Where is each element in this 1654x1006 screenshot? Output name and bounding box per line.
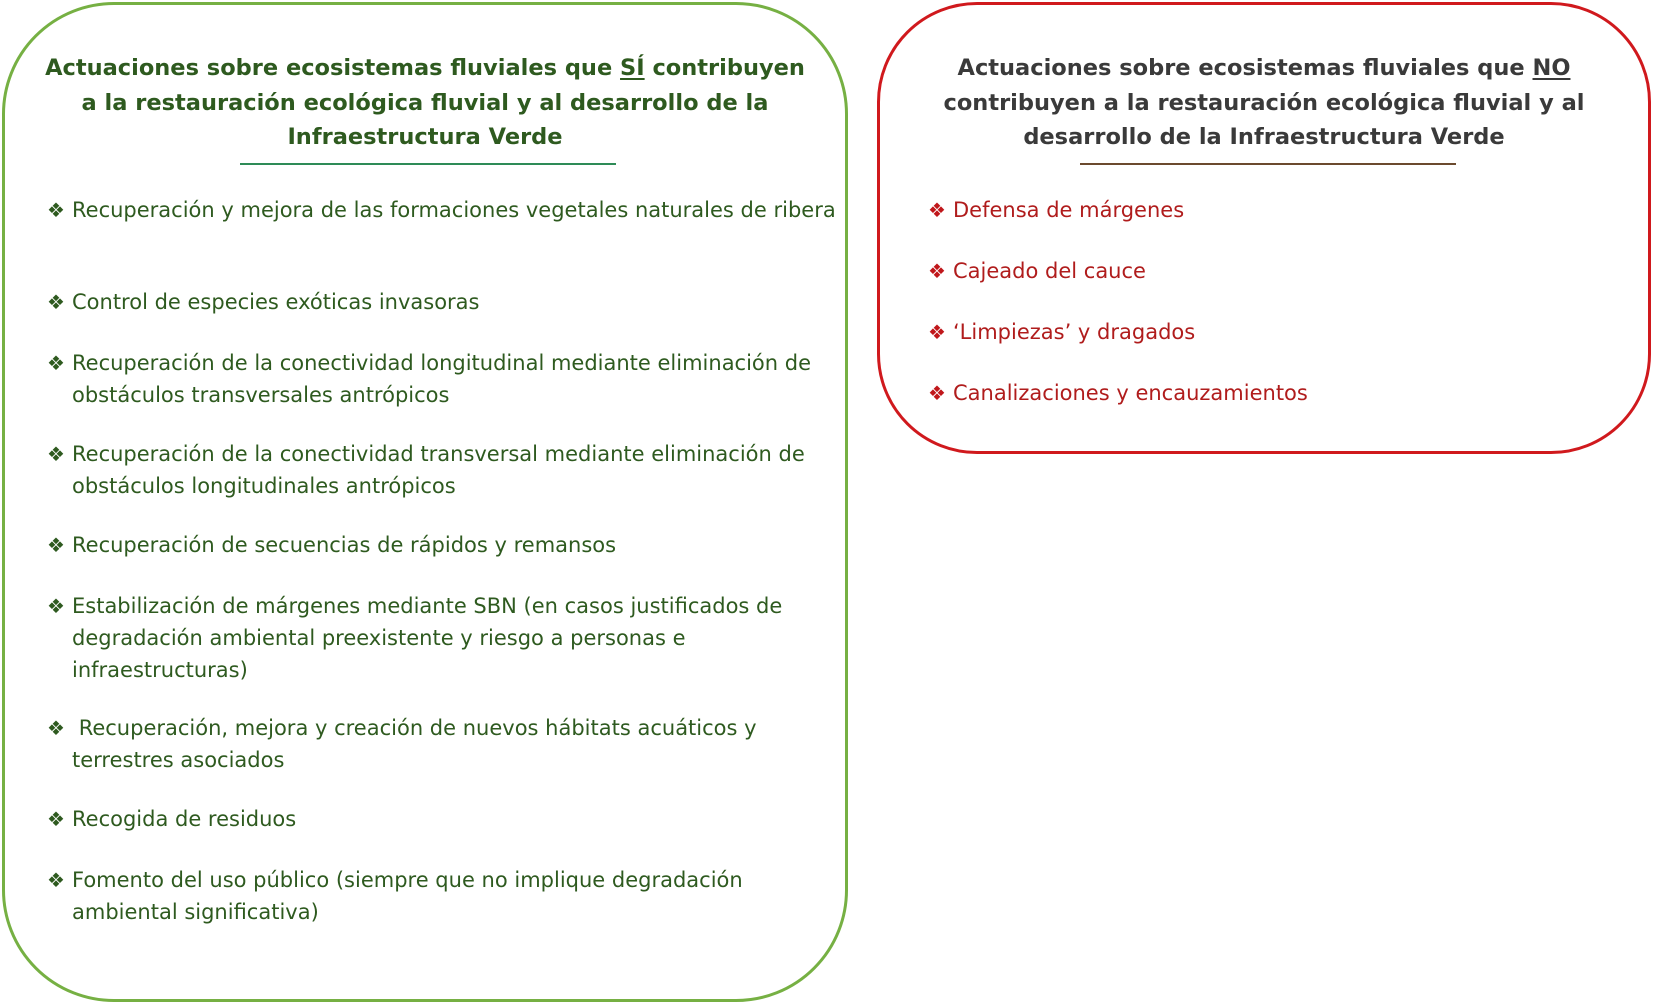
list-item-text: Recuperación de la conectividad transversal mediante eliminación de obstáculos longitudinales antrópicos (72, 442, 812, 498)
non-contributing-actions-title (886, 51, 1642, 155)
title-divider (1080, 163, 1456, 165)
diamond-bullet-icon: ❖ (47, 868, 65, 892)
non-contributing-actions-panel (877, 2, 1651, 454)
diamond-bullet-icon: ❖ (47, 290, 65, 314)
diamond-bullet-icon: ❖ (47, 442, 65, 466)
title-prefix: Actuaciones sobre ecosistemas fluviales que (45, 55, 621, 81)
title-suffix: contribuyen a la restauración ecológica fluvial y al desarrollo de la Infraestructura Verde (943, 89, 1585, 150)
list-item (47, 347, 837, 411)
list-item-text: Recuperación y mejora de las formaciones vegetales naturales de ribera (72, 198, 836, 222)
list-item (47, 286, 837, 318)
list-item-text: Fomento del uso público (siempre que no implique degradación ambiental significativa) (72, 868, 750, 924)
diamond-bullet-icon: ❖ (928, 320, 946, 344)
list-item-text: Cajeado del cauce (953, 259, 1146, 283)
title-emphasis: SÍ (620, 55, 645, 81)
title-divider (240, 163, 616, 165)
list-item-text: Control de especies exóticas invasoras (72, 290, 480, 314)
list-item-text: Recuperación de la conectividad longitudinal mediante eliminación de obstáculos transversales antrópicos (72, 351, 818, 407)
list-item-text: Estabilización de márgenes mediante SBN (en casos justificados de degradación ambiental preexistente y riesgo a personas e infraestructuras) (72, 594, 789, 682)
diamond-bullet-icon: ❖ (47, 198, 65, 222)
diamond-bullet-icon: ❖ (47, 594, 65, 618)
list-item-text: Defensa de márgenes (953, 198, 1185, 222)
diamond-bullet-icon: ❖ (47, 351, 65, 375)
list-item-text: Recuperación, mejora y creación de nuevos hábitats acuáticos y terrestres asociados (72, 716, 764, 772)
list-item (47, 590, 837, 686)
list-item (928, 377, 1628, 409)
diamond-bullet-icon: ❖ (928, 381, 946, 405)
list-item (928, 194, 1628, 226)
list-item (47, 529, 837, 561)
list-item-text: Recogida de residuos (72, 807, 297, 831)
list-item-text: ‘Limpiezas’ y dragados (953, 320, 1196, 344)
contributing-actions-panel (2, 2, 848, 1002)
list-item (47, 438, 837, 502)
list-item (928, 316, 1628, 348)
diamond-bullet-icon: ❖ (928, 259, 946, 283)
list-item (47, 864, 837, 928)
title-emphasis: NO (1532, 55, 1571, 81)
diamond-bullet-icon: ❖ (47, 716, 65, 740)
diamond-bullet-icon: ❖ (47, 807, 65, 831)
diamond-bullet-icon: ❖ (928, 198, 946, 222)
list-item-text: Canalizaciones y encauzamientos (953, 381, 1308, 405)
title-suffix: contribuyen a la restauración ecológica fluvial y al desarrollo de la Infraestructura Verde (81, 55, 805, 150)
diamond-bullet-icon: ❖ (47, 533, 65, 557)
contributing-actions-title (45, 51, 805, 155)
list-item-text: Recuperación de secuencias de rápidos y remansos (72, 533, 617, 557)
list-item (47, 194, 837, 226)
list-item (47, 712, 837, 776)
list-item (47, 803, 837, 835)
list-item (928, 255, 1628, 287)
title-prefix: Actuaciones sobre ecosistemas fluviales que (957, 55, 1533, 81)
